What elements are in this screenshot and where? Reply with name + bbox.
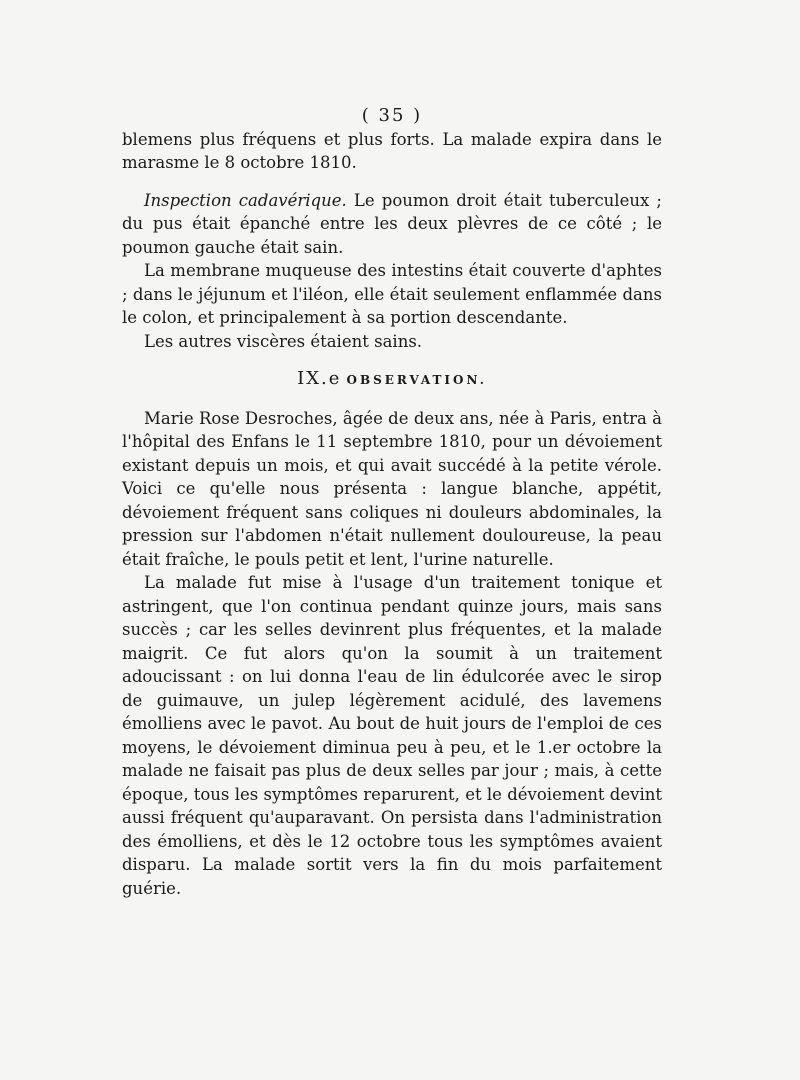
page-text <box>122 104 662 900</box>
paragraph-6 <box>122 571 662 900</box>
observation-heading <box>122 367 662 393</box>
paragraph-2-lead: Inspection cadavérique. <box>144 190 347 210</box>
paragraph-3-text: La membrane muqueuse des intestins était couverte d'aphtes ; dans le jéjunum et l'iléon, elle était seulement enflammée dans le colon, et principalement à sa portion descendante. <box>122 261 662 327</box>
paragraph-2-text: Le poumon droit était tuberculeux ; du pus était épanché entre les deux plèvres de ce côté ; le poumon gauche était sain. <box>122 190 662 257</box>
observation-word: OBSERVATION. <box>346 373 487 387</box>
paragraph-5-text: Marie Rose Desroches, âgée de deux ans, née à Paris, entra à l'hôpital des Enfans le 11 septembre 1810, pour un dévoiement existant depuis un mois, et qui avait succédé à la petite vérole. Voici ce qu'elle nous présenta : langue blanche, appétit, dévoiement fréquent sans coliques ni douleurs abdominales, la pression sur l'abdomen n'était nullement douloureuse, la peau était fraîche, le pouls petit et lent, l'urine naturelle. <box>122 408 662 569</box>
paragraph-4-text: Les autres viscères étaient sains. <box>144 331 423 351</box>
page-number: ( 35 ) <box>361 105 423 126</box>
paragraph-2 <box>122 189 662 260</box>
paragraph-1 <box>122 128 662 175</box>
paragraph-4 <box>122 330 662 354</box>
paragraph-5 <box>122 407 662 572</box>
paragraph-3 <box>122 259 662 330</box>
paragraph-1-text: blemens plus fréquens et plus forts. La malade expira dans le marasme le 8 octobre 1810. <box>122 129 662 172</box>
paragraph-6-text: La malade fut mise à l'usage d'un traitement tonique et astringent, que l'on continua pendant quinze jours, mais sans succès ; car les selles devinrent plus fréquentes, et la malade maigrit. Ce fut alors qu'on la soumit à un traitement adoucissant : on lui donna l'eau de lin édulcorée avec le sirop de guimauve, un julep légèrement acidulé, des lavemens émolliens avec le pavot. Au bout de huit jours de l'emploi de ces moyens, le dévoiement diminua peu à peu, et le 1.er octobre la malade ne faisait pas plus de deux selles par jour ; mais, à cette époque, tous les symptômes reparurent, et le dévoiement devint aussi fréquent qu'auparavant. On persista dans l'administration des émolliens, et dès le 12 octobre tous les symptômes avaient disparu. La malade sortit vers la fin du mois parfaitement guérie. <box>122 573 662 898</box>
observation-number: IX.e <box>297 368 342 389</box>
